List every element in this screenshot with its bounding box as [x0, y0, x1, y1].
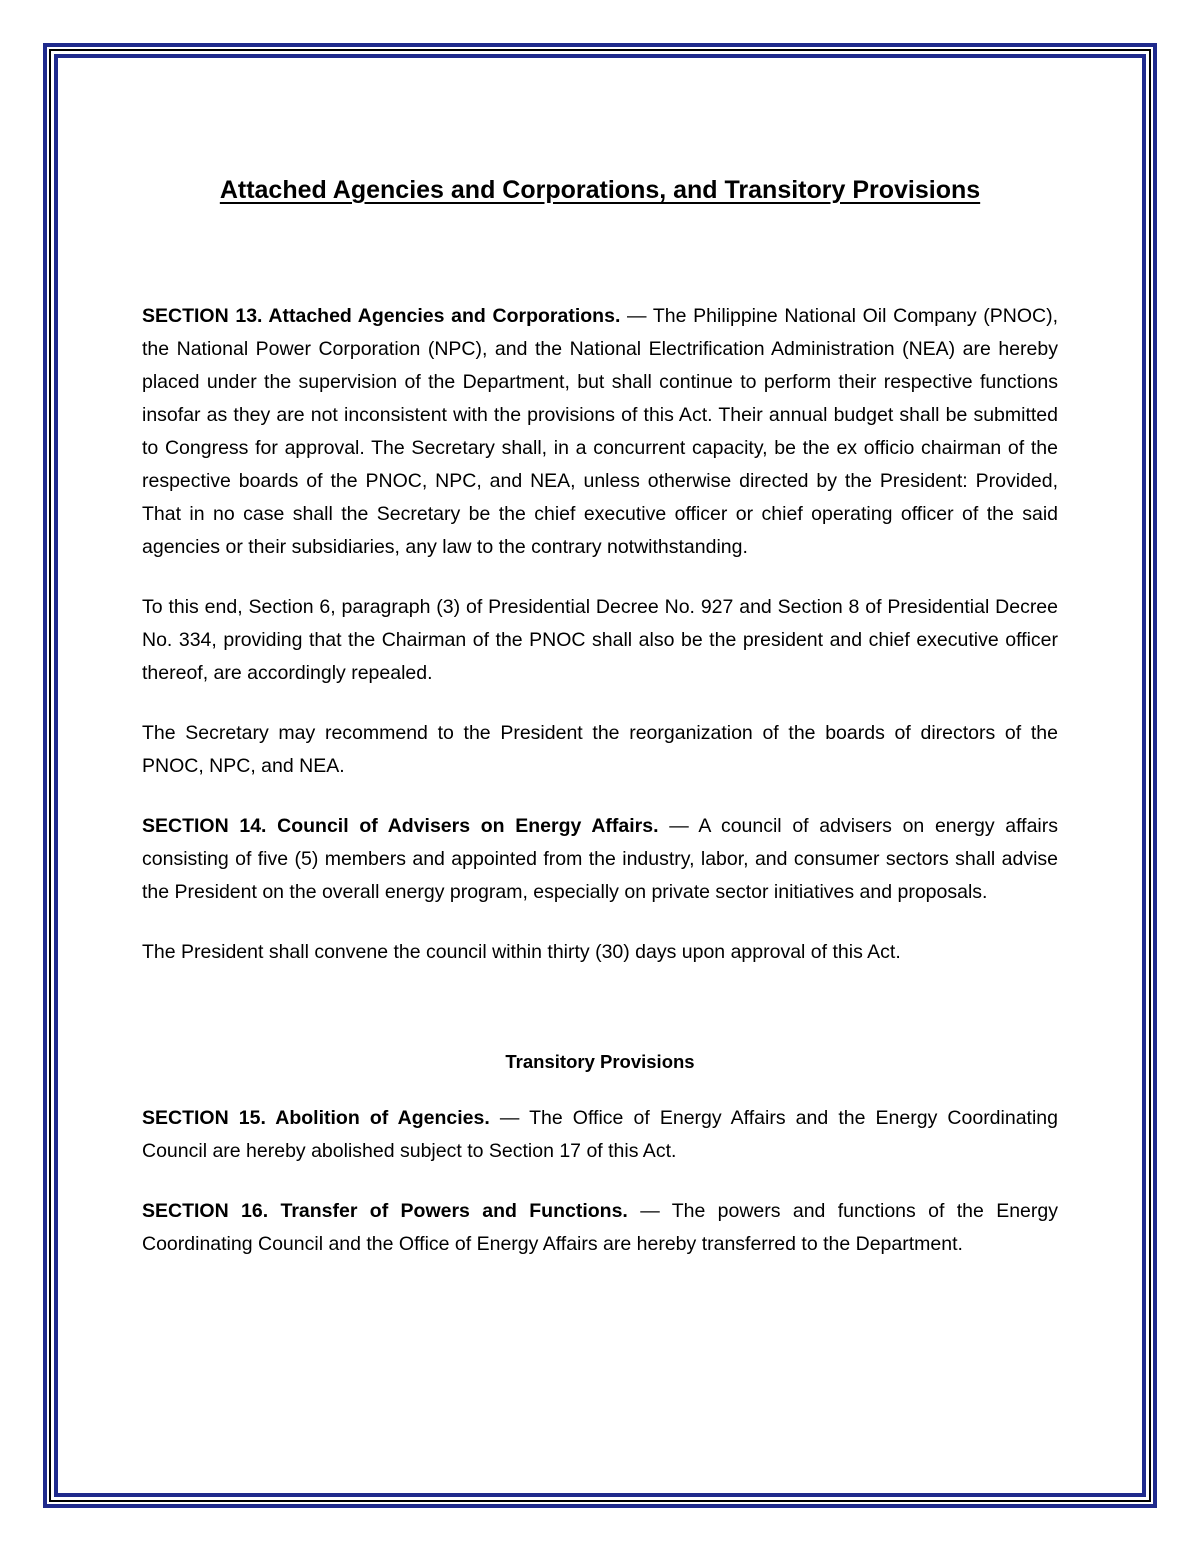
section-13-text: — The Philippine National Oil Company (PNOC), the National Power Corporation (NPC), and the National Electrification Administration (NEA) are hereby placed under the supervision of the Department, but shall continue to perform their respective functions insofar as they are not inconsistent with the provisions of this Act. Their annual budget shall be submitted to Congress for approval. The Secretary shall, in a concurrent capacity, be the ex officio chairman of the respective boards of the PNOC, NPC, and NEA, unless otherwise directed by the President: Provided, That in no case shall the Secretary be the chief executive officer or chief operating officer of the said agencies or their subsidiaries, any law to the contrary notwithstanding.	[142, 305, 1058, 558]
transitory-provisions-heading: Transitory Provisions	[505, 1051, 695, 1072]
section-16-text: — The powers and functions of the Energy Coordinating Council and the Office of Energy Affairs are hereby transferred to the Department.	[142, 1200, 1058, 1255]
section-15-text: — The Office of Energy Affairs and the Energy Coordinating Council are hereby abolished subject to Section 17 of this Act.	[142, 1107, 1058, 1162]
section-13-paragraph	[142, 300, 1058, 564]
section-13-paragraph-3: The Secretary may recommend to the President the reorganization of the boards of directors of the PNOC, NPC, and NEA.	[142, 722, 1058, 777]
section-16-heading: SECTION 16. Transfer of Powers and Functions.	[142, 1200, 628, 1222]
document-title: Attached Agencies and Corporations, and Transitory Provisions	[219, 176, 981, 204]
section-13-paragraph-2: To this end, Section 6, paragraph (3) of Presidential Decree No. 927 and Section 8 of Presidential Decree No. 334, providing that the Chairman of the PNOC shall also be the president and chief executive officer thereof, are accordingly repealed.	[142, 596, 1058, 684]
section-15-heading: SECTION 15. Abolition of Agencies.	[142, 1107, 490, 1129]
section-15-paragraph	[142, 1102, 1058, 1168]
section-14-paragraph	[142, 810, 1058, 909]
document-body	[142, 300, 1058, 1288]
section-14-heading: SECTION 14. Council of Advisers on Energy Affairs.	[142, 815, 659, 837]
section-14-paragraph-2: The President shall convene the council within thirty (30) days upon approval of this Act.	[142, 941, 901, 963]
section-16-paragraph	[142, 1195, 1058, 1261]
section-14-text: — A council of advisers on energy affairs consisting of five (5) members and appointed from the industry, labor, and consumer sectors shall advise the President on the overall energy program, especially on private sector initiatives and proposals.	[142, 815, 1058, 903]
section-13-heading: SECTION 13. Attached Agencies and Corporations.	[142, 305, 621, 327]
